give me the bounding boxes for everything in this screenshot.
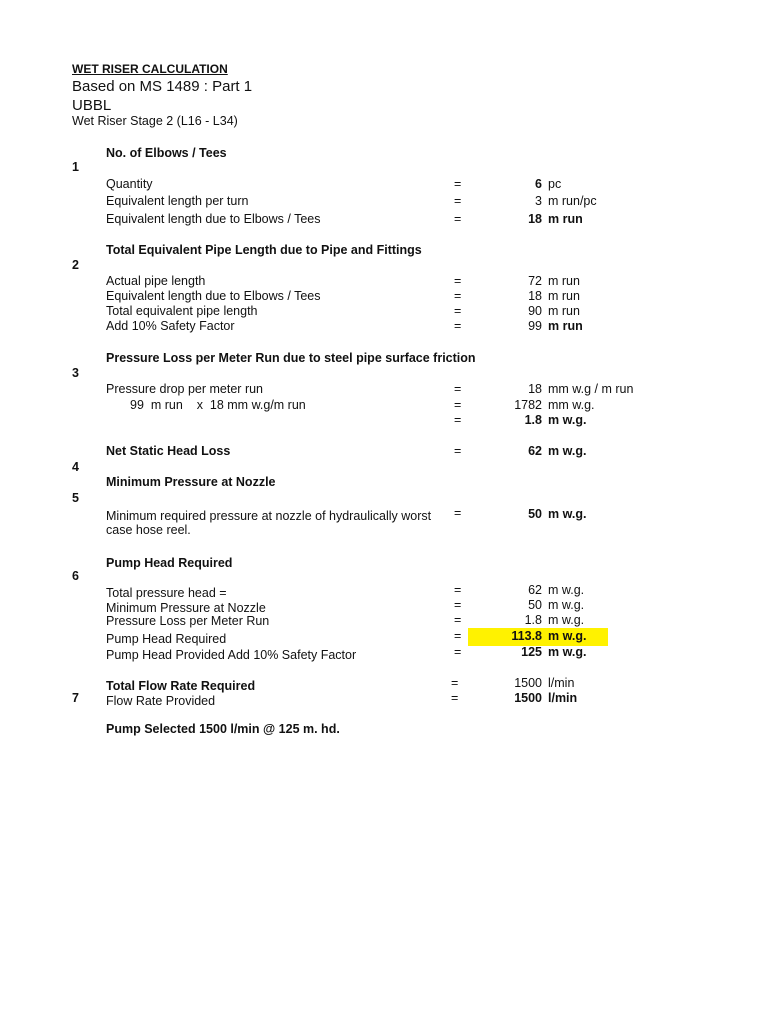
row-value: 50 xyxy=(528,598,542,612)
stage-label: Wet Riser Stage 2 (L16 - L34) xyxy=(72,114,238,128)
equals-sign: = xyxy=(454,413,462,427)
row-label: Pump Head Required xyxy=(106,632,227,646)
row-label: Minimum required pressure at nozzle of hydraulically worst xyxy=(106,509,432,523)
row-unit: m w.g. xyxy=(548,598,585,612)
section-1-title: No. of Elbows / Tees xyxy=(106,146,227,160)
row-label: Flow Rate Provided xyxy=(106,694,216,708)
equals-sign: = xyxy=(454,583,462,597)
row-value: 90 xyxy=(528,304,542,318)
row-unit: m w.g. xyxy=(548,613,585,627)
section-4-title: Net Static Head Loss xyxy=(106,444,231,458)
row-value: 3 xyxy=(535,194,542,208)
document-title: WET RISER CALCULATION xyxy=(72,62,228,76)
row-unit: l/min xyxy=(548,676,575,690)
section-4-number: 4 xyxy=(72,460,79,474)
section-5-title: Minimum Pressure at Nozzle xyxy=(106,475,276,489)
row-label: Actual pipe length xyxy=(106,274,206,288)
row-value: 62 xyxy=(528,444,542,458)
row-label: Pump Head Provided Add 10% Safety Factor xyxy=(106,648,357,662)
row-label: Equivalent length due to Elbows / Tees xyxy=(106,289,321,303)
row-value: 6 xyxy=(535,177,542,191)
row-value: 62 xyxy=(528,583,542,597)
equals-sign: = xyxy=(454,304,462,318)
calc-formula: 99 m run x 18 mm w.g/m run xyxy=(130,398,306,412)
row-label: Minimum Pressure at Nozzle xyxy=(106,601,266,615)
equals-sign: = xyxy=(451,676,459,690)
equals-sign: = xyxy=(454,598,462,612)
equals-sign: = xyxy=(454,319,462,333)
equals-sign: = xyxy=(454,613,462,627)
row-unit: m w.g. xyxy=(548,629,587,643)
section-1-number: 1 xyxy=(72,160,79,174)
row-value: 18 xyxy=(528,382,542,396)
row-value: 1500 xyxy=(514,691,542,705)
row-value: 72 xyxy=(528,274,542,288)
equals-sign: = xyxy=(454,212,462,226)
standard-ubbl: UBBL xyxy=(72,97,112,114)
equals-sign: = xyxy=(454,444,462,458)
equals-sign: = xyxy=(454,398,462,412)
equals-sign: = xyxy=(454,274,462,288)
row-unit: mm w.g. xyxy=(548,398,595,412)
row-unit: m w.g. xyxy=(548,583,585,597)
row-label: Total Flow Rate Required xyxy=(106,679,256,693)
row-label: Total pressure head = xyxy=(106,586,227,600)
equals-sign: = xyxy=(454,194,462,208)
row-unit: m run xyxy=(548,319,583,333)
row-unit: m w.g. xyxy=(548,507,587,521)
row-value: 1782 xyxy=(514,398,542,412)
row-unit: m w.g. xyxy=(548,444,587,458)
row-unit: m w.g. xyxy=(548,645,587,659)
pump-head-required-value: 113.8 xyxy=(511,629,542,643)
row-unit: m run xyxy=(548,212,583,226)
section-3-number: 3 xyxy=(72,366,79,380)
row-unit: mm w.g / m run xyxy=(548,382,634,396)
row-value: 1.8 xyxy=(524,413,542,427)
section-2-title: Total Equivalent Pipe Length due to Pipe and Fittings xyxy=(106,243,422,257)
row-unit: m run/pc xyxy=(548,194,597,208)
row-value: 18 xyxy=(528,212,542,226)
row-label: Add 10% Safety Factor xyxy=(106,319,235,333)
row-value: 18 xyxy=(528,289,542,303)
row-label-continued: case hose reel. xyxy=(106,523,191,537)
section-7-number: 7 xyxy=(72,691,79,705)
row-label: Equivalent length due to Elbows / Tees xyxy=(106,212,321,226)
row-label: Pressure Loss per Meter Run xyxy=(106,614,270,628)
equals-sign: = xyxy=(454,177,462,191)
row-unit: pc xyxy=(548,177,562,191)
section-3-title: Pressure Loss per Meter Run due to steel pipe surface friction xyxy=(106,351,476,365)
row-unit: m run xyxy=(548,304,580,318)
equals-sign: = xyxy=(454,289,462,303)
equals-sign: = xyxy=(454,506,462,520)
equals-sign: = xyxy=(454,645,462,659)
section-6-title: Pump Head Required xyxy=(106,556,233,570)
row-unit: l/min xyxy=(548,691,578,705)
row-value: 1500 xyxy=(514,676,542,690)
row-label: Equivalent length per turn xyxy=(106,194,249,208)
section-6-number: 6 xyxy=(72,569,79,583)
pump-selection-conclusion: Pump Selected 1500 l/min @ 125 m. hd. xyxy=(106,722,340,736)
row-label: Pressure drop per meter run xyxy=(106,382,264,396)
section-2-number: 2 xyxy=(72,258,79,272)
row-value: 99 xyxy=(528,319,542,333)
row-value: 50 xyxy=(528,507,542,521)
row-label: Total equivalent pipe length xyxy=(106,304,258,318)
row-label: Quantity xyxy=(106,177,153,191)
row-unit: m run xyxy=(548,274,580,288)
section-5-number: 5 xyxy=(72,491,79,505)
equals-sign: = xyxy=(454,629,462,643)
row-unit: m run xyxy=(548,289,580,303)
row-unit: m w.g. xyxy=(548,413,587,427)
standard-reference: Based on MS 1489 : Part 1 xyxy=(72,78,253,95)
equals-sign: = xyxy=(451,691,459,705)
equals-sign: = xyxy=(454,382,462,396)
row-value: 1.8 xyxy=(524,613,542,627)
row-value: 125 xyxy=(521,645,542,659)
